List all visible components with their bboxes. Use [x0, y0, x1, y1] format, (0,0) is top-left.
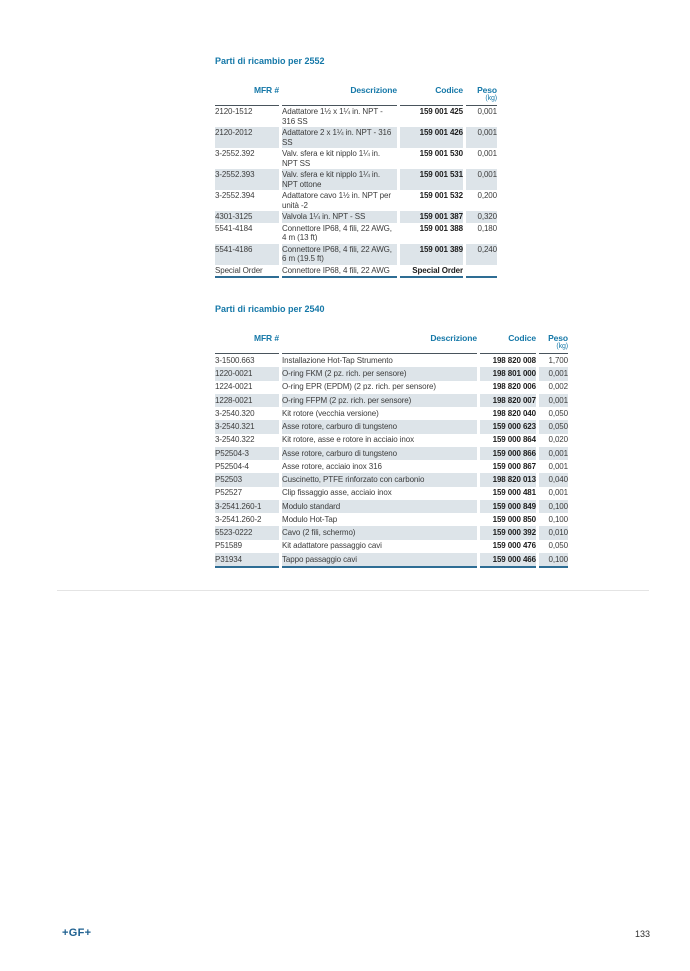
- gf-logo: +GF+: [62, 927, 92, 939]
- weight-cell: 0,320: [466, 211, 497, 223]
- weight-cell: 0,100: [539, 500, 568, 513]
- table-row: [215, 223, 497, 244]
- code-cell: 159 001 388: [419, 223, 463, 233]
- code-cell: 159 001 426: [400, 127, 463, 148]
- description-cell: Adattatore cavo 1½ in. NPT per unità -2: [282, 191, 391, 210]
- table-header-row: [215, 85, 497, 106]
- header-descrizione: Descrizione: [282, 85, 397, 106]
- weight-cell: 0,100: [539, 553, 568, 568]
- description-cell: Cavo (2 fili, schermo): [282, 526, 477, 539]
- code-cell: 159 000 867: [492, 461, 536, 471]
- code-cell: 198 820 008: [492, 355, 536, 365]
- table-body: [215, 354, 568, 568]
- mfr-cell: P52503: [215, 473, 279, 486]
- table-row: [215, 420, 568, 433]
- header-codice: Codice: [480, 333, 536, 354]
- description-cell: O-ring FFPM (2 pz. rich. per sensore): [282, 394, 477, 407]
- table-row: [215, 526, 568, 539]
- table-row: [215, 211, 497, 223]
- mfr-cell: P52504-4: [215, 461, 249, 471]
- header-peso: [466, 85, 497, 106]
- weight-cell: 0,001: [548, 461, 568, 471]
- description-cell: Installazione Hot-Tap Strumento: [282, 355, 393, 365]
- weight-cell: 1,700: [548, 355, 568, 365]
- header-mfr: MFR #: [215, 333, 279, 354]
- mfr-cell: Special Order: [215, 265, 279, 279]
- description-cell: Valv. sfera e kit nipplo 1¼ in. NPT SS: [282, 149, 380, 168]
- mfr-cell: 5541-4184: [215, 223, 253, 233]
- header-codice: Codice: [400, 85, 463, 106]
- mfr-cell: 3-2552.392: [215, 149, 255, 158]
- code-cell: 159 000 481: [492, 488, 536, 498]
- code-cell: 159 000 623: [480, 420, 536, 433]
- table-row: [215, 500, 568, 513]
- mfr-cell: 3-2540.321: [215, 420, 279, 433]
- mfr-cell: 1220-0021: [215, 367, 279, 380]
- table-row: [215, 127, 497, 148]
- header-peso-label: Peso: [548, 333, 568, 343]
- weight-cell: 0,002: [548, 382, 568, 392]
- mfr-cell: 3-2552.393: [215, 169, 279, 190]
- mfr-cell: 3-2541.260-1: [215, 500, 279, 513]
- weight-cell: 0,050: [539, 420, 568, 433]
- code-cell: 198 801 000: [480, 367, 536, 380]
- weight-cell: 0,001: [539, 447, 568, 460]
- table-row: [215, 244, 497, 265]
- description-cell: Modulo Hot-Tap: [282, 514, 338, 524]
- code-cell: 159 001 531: [400, 169, 463, 190]
- description-cell: Asse rotore, carburo di tungsteno: [282, 447, 477, 460]
- page-number: 133: [634, 929, 650, 939]
- table-row: [215, 487, 568, 500]
- description-cell: Cuscinetto, PTFE rinforzato con carbonio: [282, 473, 477, 486]
- mfr-cell: P31934: [215, 553, 279, 568]
- weight-cell: 0,040: [539, 473, 568, 486]
- code-cell: 159 000 849: [480, 500, 536, 513]
- header-descrizione: Descrizione: [282, 333, 477, 354]
- description-cell: Asse rotore, carburo di tungsteno: [282, 420, 477, 433]
- code-cell: 198 820 013: [480, 473, 536, 486]
- table-row: [215, 473, 568, 486]
- parts-table-2540: [215, 333, 568, 568]
- table-row: [215, 367, 568, 380]
- weight-cell: 0,050: [548, 408, 568, 418]
- code-cell: 159 001 532: [419, 191, 463, 200]
- header-peso-label: Peso: [477, 85, 497, 95]
- weight-cell: 0,020: [548, 435, 568, 445]
- description-cell: Connettore IP68, 4 fili, 22 AWG, 6 m (19.5 ft): [282, 244, 397, 265]
- code-cell: Special Order: [400, 265, 463, 279]
- table-header-row: [215, 333, 568, 354]
- weight-cell: 0,001: [466, 169, 497, 190]
- description-cell: Kit rotore (vecchia versione): [282, 408, 379, 418]
- description-cell: O-ring EPR (EPDM) (2 pz. rich. per sensore): [282, 382, 436, 392]
- mfr-cell: 2120-2012: [215, 127, 279, 148]
- description-cell: Adattatore 1½ x 1¼ in. NPT - 316 SS: [282, 107, 383, 126]
- table-row: [215, 394, 568, 407]
- mfr-cell: 3-1500.663: [215, 355, 255, 365]
- table-row: [215, 354, 568, 367]
- weight-cell: 0,010: [539, 526, 568, 539]
- code-cell: 198 820 007: [480, 394, 536, 407]
- weight-cell: 0,001: [477, 107, 497, 116]
- mfr-cell: 5541-4186: [215, 244, 279, 265]
- weight-cell: 0,001: [477, 149, 497, 158]
- table-row: [215, 407, 568, 420]
- mfr-cell: P52527: [215, 488, 242, 498]
- mfr-cell: 1224-0021: [215, 382, 253, 392]
- mfr-cell: P52504-3: [215, 447, 279, 460]
- code-cell: 159 001 530: [419, 149, 463, 158]
- table-row: [215, 447, 568, 460]
- description-cell: Clip fissaggio asse, acciaio inox: [282, 488, 392, 498]
- code-cell: 159 000 866: [480, 447, 536, 460]
- weight-cell: 0,001: [466, 127, 497, 148]
- table-row: [215, 540, 568, 553]
- description-cell: Connettore IP68, 4 fili, 22 AWG: [282, 265, 397, 279]
- table-row: [215, 434, 568, 447]
- description-cell: Modulo standard: [282, 500, 477, 513]
- code-cell: 159 000 476: [492, 541, 536, 551]
- description-cell: Tappo passaggio cavi: [282, 553, 477, 568]
- table-row: [215, 265, 497, 279]
- table-title-2552: Parti di ricambio per 2552: [215, 56, 325, 66]
- weight-cell: 0,180: [477, 223, 497, 233]
- mfr-cell: 4301-3125: [215, 211, 279, 223]
- table-row: [215, 460, 568, 473]
- page-content: [215, 56, 595, 568]
- separator-line: [57, 590, 649, 591]
- weight-cell: 0,050: [548, 541, 568, 551]
- table-body: [215, 106, 497, 278]
- code-cell: 159 000 392: [480, 526, 536, 539]
- mfr-cell: 2120-1512: [215, 107, 253, 116]
- mfr-cell: 3-2541.260-2: [215, 514, 262, 524]
- mfr-cell: 1228-0021: [215, 394, 279, 407]
- code-cell: 198 820 006: [492, 382, 536, 392]
- code-cell: 159 001 425: [419, 107, 463, 116]
- description-cell: Valv. sfera e kit nipplo 1¼ in. NPT ottone: [282, 169, 397, 190]
- weight-cell: 0,001: [539, 367, 568, 380]
- code-cell: 159 000 864: [492, 435, 536, 445]
- table-row: [215, 190, 497, 211]
- header-peso-unit: (kg): [556, 343, 568, 350]
- description-cell: Kit adattatore passaggio cavi: [282, 541, 382, 551]
- description-cell: Asse rotore, acciaio inox 316: [282, 461, 382, 471]
- mfr-cell: 5523-0222: [215, 526, 279, 539]
- table-title-2540: Parti di ricambio per 2540: [215, 304, 325, 314]
- description-cell: Connettore IP68, 4 fili, 22 AWG, 4 m (13 ft): [282, 223, 392, 242]
- mfr-cell: 3-2540.322: [215, 435, 255, 445]
- parts-table-2552: [215, 85, 497, 278]
- mfr-cell: P51589: [215, 541, 242, 551]
- weight-cell: [466, 265, 497, 279]
- table-row: [215, 553, 568, 568]
- description-cell: Adattatore 2 x 1¼ in. NPT - 316 SS: [282, 127, 397, 148]
- table-row: [215, 106, 497, 127]
- header-peso: [539, 333, 568, 354]
- description-cell: Valvola 1¼ in. NPT - SS: [282, 211, 397, 223]
- header-mfr: MFR #: [215, 85, 279, 106]
- table-row: [215, 169, 497, 190]
- weight-cell: 0,001: [539, 394, 568, 407]
- code-cell: 198 820 040: [492, 408, 536, 418]
- mfr-cell: 3-2552.394: [215, 191, 255, 200]
- weight-cell: 0,200: [477, 191, 497, 200]
- code-cell: 159 000 466: [480, 553, 536, 568]
- weight-cell: 0,240: [466, 244, 497, 265]
- table-row: [215, 381, 568, 394]
- description-cell: O-ring FKM (2 pz. rich. per sensore): [282, 367, 477, 380]
- code-cell: 159 001 389: [400, 244, 463, 265]
- header-peso-unit: (kg): [485, 95, 497, 102]
- description-cell: Kit rotore, asse e rotore in acciaio inox: [282, 435, 414, 445]
- weight-cell: 0,100: [548, 514, 568, 524]
- code-cell: 159 001 387: [400, 211, 463, 223]
- table-row: [215, 513, 568, 526]
- table-row: [215, 148, 497, 169]
- mfr-cell: 3-2540.320: [215, 408, 255, 418]
- code-cell: 159 000 850: [492, 514, 536, 524]
- weight-cell: 0,001: [548, 488, 568, 498]
